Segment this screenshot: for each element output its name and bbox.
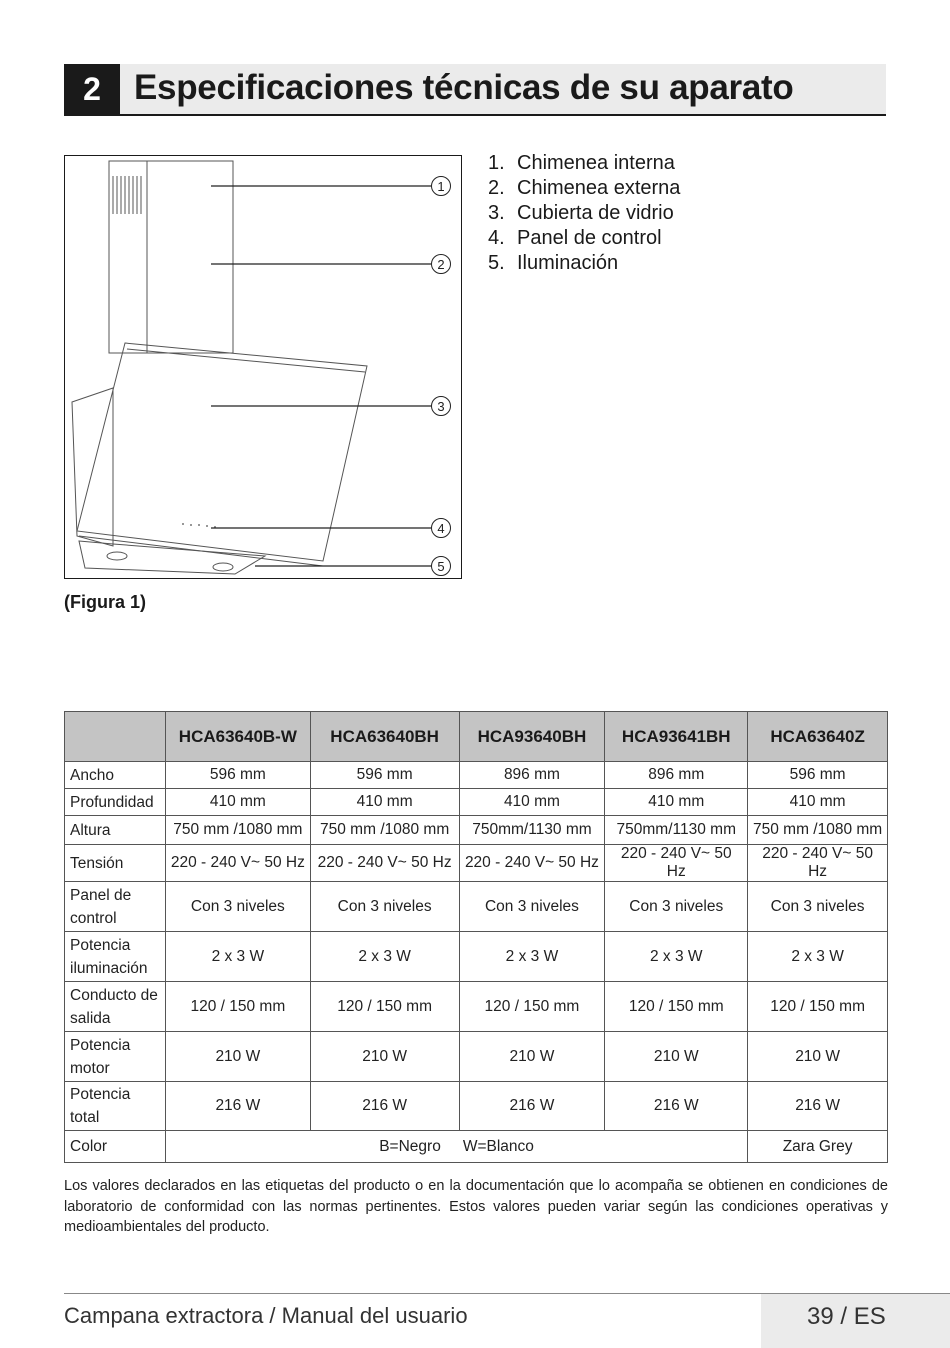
- control-panel-dots: [182, 523, 216, 528]
- row-label-line: Potencia: [70, 936, 131, 954]
- table-cell: 210 W: [748, 1032, 888, 1082]
- table-cell: 2 x 3 W: [605, 932, 748, 982]
- table-cell: 596 mm: [165, 762, 310, 789]
- table-cell: 216 W: [459, 1082, 605, 1131]
- table-header-model: HCA63640BH: [310, 712, 459, 762]
- table-cell: 750mm/1130 mm: [605, 816, 748, 845]
- table-cell: Con 3 niveles: [605, 882, 748, 932]
- section-header: [64, 64, 886, 116]
- list-item-label: Cubierta de vidrio: [517, 202, 674, 224]
- list-item-label: Panel de control: [517, 227, 662, 249]
- table-row: [65, 762, 888, 789]
- table-row: [65, 1082, 888, 1131]
- list-item-label: Chimenea externa: [517, 177, 681, 199]
- list-item: [488, 251, 680, 276]
- table-row: [65, 789, 888, 816]
- table-header-row: [65, 712, 888, 762]
- table-cell-color-codes: [165, 1131, 747, 1163]
- list-item-label: Chimenea interna: [517, 152, 675, 174]
- table-cell: 216 W: [748, 1082, 888, 1131]
- color-code-white: W=Blanco: [462, 1137, 534, 1155]
- row-label: [65, 932, 166, 982]
- row-label-line: motor: [70, 1059, 110, 1077]
- table-row: [65, 982, 888, 1032]
- row-label: [65, 1032, 166, 1082]
- table-cell: Con 3 niveles: [459, 882, 605, 932]
- section-title: Especificaciones técnicas de su aparato: [134, 68, 794, 107]
- list-item-number: 5.: [488, 252, 505, 274]
- table-cell: 216 W: [605, 1082, 748, 1131]
- list-item-label: Iluminación: [517, 252, 619, 274]
- footnote: Los valores declarados en las etiquetas del producto o en la documentación que lo acompaña se obtienen en condiciones de laboratorio de conformidad con las normas pertinentes. Estos valores pueden variar según las condiciones operativas y medioambientales del producto.: [64, 1178, 888, 1235]
- table-cell: 896 mm: [459, 762, 605, 789]
- table-row: [65, 1032, 888, 1082]
- table-cell: 410 mm: [165, 789, 310, 816]
- footer-title: Campana extractora / Manual del usuario: [64, 1303, 468, 1328]
- control-dot: [182, 523, 184, 525]
- table-header-empty: [65, 712, 166, 762]
- table-header-model: HCA63640Z: [748, 712, 888, 762]
- row-label: [65, 982, 166, 1032]
- light-right: [213, 563, 233, 571]
- inner-chimney-outline: [109, 161, 233, 353]
- table-cell: 750mm/1130 mm: [459, 816, 605, 845]
- table-cell: 750 mm /1080 mm: [165, 816, 310, 845]
- list-item-number: 4.: [488, 227, 505, 249]
- row-label: [65, 1082, 166, 1131]
- table-cell: 120 / 150 mm: [605, 982, 748, 1032]
- table-header-model: HCA93640BH: [459, 712, 605, 762]
- callout-label-5: 5: [437, 559, 445, 574]
- color-code-black: B=Negro: [379, 1137, 441, 1155]
- figure-1: [64, 155, 462, 579]
- table-cell: 220 - 240 V~ 50 Hz: [310, 845, 459, 882]
- light-left: [107, 552, 127, 560]
- table-cell: Con 3 niveles: [310, 882, 459, 932]
- row-label-line: Conducto de: [70, 986, 158, 1004]
- control-dot: [198, 524, 200, 526]
- table-cell: 120 / 150 mm: [165, 982, 310, 1032]
- table-cell: Zara Grey: [748, 1131, 888, 1163]
- row-label-line: control: [70, 909, 117, 927]
- row-label-line: Potencia: [70, 1086, 131, 1103]
- figure-caption: (Figura 1): [64, 592, 147, 612]
- list-item: [488, 151, 680, 176]
- table-cell: 2 x 3 W: [748, 932, 888, 982]
- row-label: Tensión: [65, 845, 166, 882]
- list-item: [488, 201, 680, 226]
- glass-cover-edge: [127, 349, 365, 372]
- table-cell: 2 x 3 W: [165, 932, 310, 982]
- table-cell: 750 mm /1080 mm: [748, 816, 888, 845]
- table-cell: 596 mm: [748, 762, 888, 789]
- list-item: [488, 226, 680, 251]
- table-cell: 410 mm: [459, 789, 605, 816]
- table-cell: 220 - 240 V~ 50 Hz: [459, 845, 605, 882]
- table-header-model: HCA93641BH: [605, 712, 748, 762]
- row-label: Color: [65, 1131, 166, 1163]
- table-cell: 210 W: [605, 1032, 748, 1082]
- table-cell: 410 mm: [748, 789, 888, 816]
- page-number: 39 / ES: [807, 1303, 886, 1330]
- row-label-line: Panel de: [70, 886, 132, 904]
- row-label: Altura: [65, 816, 166, 845]
- table-cell: 120 / 150 mm: [748, 982, 888, 1032]
- table-cell: 216 W: [310, 1082, 459, 1131]
- table-cell: 2 x 3 W: [459, 932, 605, 982]
- table-row: [65, 816, 888, 845]
- table-row-color: [65, 1131, 888, 1163]
- parts-list: [488, 151, 680, 276]
- row-label: Ancho: [65, 762, 166, 789]
- table-cell: 220 - 240 V~ 50 Hz: [165, 845, 310, 882]
- table-row: [65, 932, 888, 982]
- row-label: [65, 882, 166, 932]
- row-label-line: iluminación: [70, 959, 148, 977]
- table-cell: Con 3 niveles: [165, 882, 310, 932]
- table-cell: 410 mm: [310, 789, 459, 816]
- control-dot: [190, 524, 192, 526]
- table-cell: 410 mm: [605, 789, 748, 816]
- table-cell: 2 x 3 W: [310, 932, 459, 982]
- callout-label-4: 4: [437, 521, 445, 536]
- table-cell: Con 3 niveles: [748, 882, 888, 932]
- callout-label-1: 1: [437, 179, 445, 194]
- table-cell: 220 - 240 V~ 50 Hz: [748, 845, 888, 882]
- table-cell: 896 mm: [605, 762, 748, 789]
- section-number: 2: [64, 64, 120, 114]
- table-cell: 210 W: [165, 1032, 310, 1082]
- table-row: [65, 882, 888, 932]
- specs-table: [64, 711, 888, 1163]
- callout-label-3: 3: [437, 399, 445, 414]
- table-cell: 596 mm: [310, 762, 459, 789]
- control-dot: [206, 525, 208, 527]
- row-label: Profundidad: [65, 789, 166, 816]
- table-cell: 220 - 240 V~ 50 Hz: [605, 845, 748, 882]
- table-cell: 216 W: [165, 1082, 310, 1131]
- hood-bottom-outline: [79, 541, 265, 574]
- table-header-model: HCA63640B-W: [165, 712, 310, 762]
- hood-illustration: [65, 156, 461, 578]
- row-label-line: total: [70, 1109, 100, 1126]
- row-label-line: Potencia: [70, 1036, 131, 1054]
- table-cell: 750 mm /1080 mm: [310, 816, 459, 845]
- table-cell: 210 W: [310, 1032, 459, 1082]
- callout-label-2: 2: [437, 257, 445, 272]
- list-item-number: 1.: [488, 152, 505, 174]
- list-item-number: 3.: [488, 202, 505, 224]
- table-row: [65, 845, 888, 882]
- hood-body-outline: [72, 388, 113, 546]
- list-item: [488, 176, 680, 201]
- table-cell: 120 / 150 mm: [459, 982, 605, 1032]
- list-item-number: 2.: [488, 177, 505, 199]
- table-cell: 120 / 150 mm: [310, 982, 459, 1032]
- table-cell: 210 W: [459, 1032, 605, 1082]
- row-label-line: salida: [70, 1009, 111, 1027]
